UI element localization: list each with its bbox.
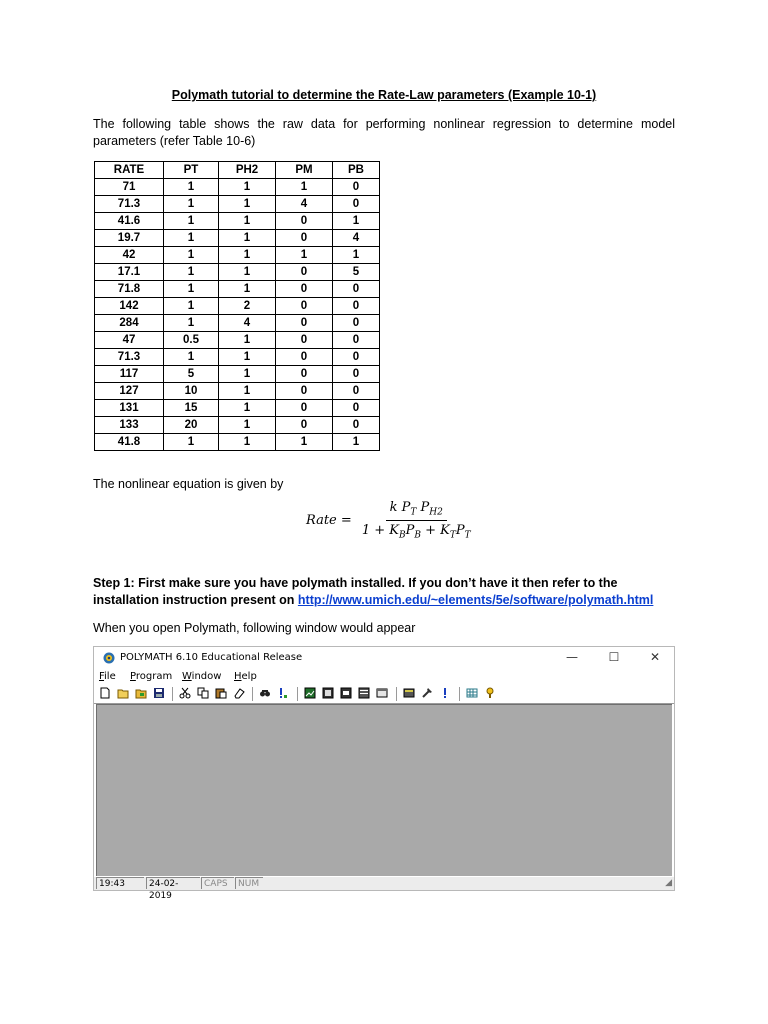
calculator-icon[interactable] <box>403 687 415 699</box>
cell-rate: 71.3 <box>95 196 164 213</box>
raw-data-table <box>94 161 380 451</box>
linear-equations-icon[interactable] <box>322 687 334 699</box>
paste-icon[interactable] <box>215 687 227 699</box>
cut-icon[interactable] <box>179 687 191 699</box>
cell-ph2: 1 <box>219 179 276 196</box>
toolbar-separator <box>396 687 397 701</box>
table-row <box>95 196 380 213</box>
toolbar-separator <box>297 687 298 701</box>
cell-pm: 4 <box>276 196 333 213</box>
cell-pt: 1 <box>164 298 219 315</box>
cell-pm: 0 <box>276 264 333 281</box>
nonlinear-equations-icon[interactable] <box>340 687 352 699</box>
status-bar <box>94 877 674 901</box>
maximize-button[interactable]: ☐ <box>608 650 620 664</box>
cell-pb: 1 <box>333 213 380 230</box>
cell-pt: 10 <box>164 383 219 400</box>
window-titlebar[interactable] <box>94 647 674 669</box>
cell-pm: 1 <box>276 434 333 451</box>
cell-ph2: 1 <box>219 383 276 400</box>
find-icon[interactable] <box>259 687 271 699</box>
cell-pm: 0 <box>276 213 333 230</box>
cell-rate: 71 <box>95 179 164 196</box>
cell-pm: 0 <box>276 315 333 332</box>
cell-ph2: 1 <box>219 434 276 451</box>
close-button[interactable]: ✕ <box>649 650 661 664</box>
cell-pb: 0 <box>333 400 380 417</box>
step1-label: Step 1: <box>93 576 135 590</box>
cell-ph2: 1 <box>219 213 276 230</box>
cell-pm: 0 <box>276 366 333 383</box>
cell-ph2: 1 <box>219 196 276 213</box>
step-icon[interactable] <box>277 687 289 699</box>
tools-icon[interactable] <box>421 687 433 699</box>
menu-file[interactable]: File <box>99 671 116 682</box>
cell-ph2: 1 <box>219 417 276 434</box>
table-row <box>95 298 380 315</box>
cell-ph2: 1 <box>219 332 276 349</box>
cell-pm: 0 <box>276 349 333 366</box>
table-row <box>95 332 380 349</box>
cell-pm: 0 <box>276 417 333 434</box>
table-row <box>95 213 380 230</box>
column-header-rate: RATE <box>95 162 164 179</box>
cell-ph2: 1 <box>219 349 276 366</box>
solve-icon[interactable] <box>439 687 451 699</box>
table-row <box>95 434 380 451</box>
cell-pm: 0 <box>276 332 333 349</box>
cell-rate: 133 <box>95 417 164 434</box>
cell-pm: 0 <box>276 298 333 315</box>
differential-equations-icon[interactable] <box>358 687 370 699</box>
status-time: 19:43 <box>96 877 144 889</box>
cell-pb: 0 <box>333 417 380 434</box>
cell-rate: 117 <box>95 366 164 383</box>
cell-pt: 0.5 <box>164 332 219 349</box>
table-row <box>95 400 380 417</box>
status-date: 24-02-2019 <box>146 877 200 889</box>
help-icon[interactable] <box>484 687 496 699</box>
menu-help[interactable]: Help <box>234 671 257 682</box>
cell-pb: 0 <box>333 281 380 298</box>
regression-icon[interactable] <box>376 687 388 699</box>
equation-intro: The nonlinear equation is given by <box>93 477 284 491</box>
new-file-icon[interactable] <box>99 687 111 699</box>
cell-pt: 1 <box>164 281 219 298</box>
cell-pm: 0 <box>276 230 333 247</box>
intro-paragraph: The following table shows the raw data for performing nonlinear regression to determine model parameters (refer Table 10-6) <box>93 117 675 148</box>
table-row <box>95 315 380 332</box>
cell-ph2: 1 <box>219 400 276 417</box>
table-row <box>95 349 380 366</box>
table-row <box>95 383 380 400</box>
column-header-pb: PB <box>333 162 380 179</box>
status-caps: CAPS <box>201 877 234 889</box>
column-header-ph2: PH2 <box>219 162 276 179</box>
equation-denominator: $1 + K_BP_B + K_TP_T$ <box>361 522 471 541</box>
cell-pm: 1 <box>276 247 333 264</box>
cell-ph2: 1 <box>219 366 276 383</box>
cell-pb: 0 <box>333 366 380 383</box>
menu-program[interactable]: Program <box>130 671 173 682</box>
cell-pb: 0 <box>333 315 380 332</box>
cell-pt: 1 <box>164 247 219 264</box>
cell-pt: 1 <box>164 213 219 230</box>
workspace-area[interactable] <box>96 704 672 876</box>
status-num: NUM <box>235 877 263 889</box>
step1-text: First make sure you have polymath installed. If you don’t have it then refer to the installation instruction present on <box>93 576 618 607</box>
cell-ph2: 1 <box>219 247 276 264</box>
equation-lhs: Rate = <box>306 512 352 528</box>
minimize-button[interactable]: — <box>566 650 578 664</box>
cell-ph2: 4 <box>219 315 276 332</box>
cell-rate: 142 <box>95 298 164 315</box>
table-row <box>95 366 380 383</box>
cell-rate: 41.6 <box>95 213 164 230</box>
equation-fraction <box>358 500 475 540</box>
table-body <box>95 179 380 451</box>
cell-pt: 1 <box>164 230 219 247</box>
polymath-window <box>93 646 675 901</box>
resize-grip-icon[interactable]: ◢ <box>665 878 672 888</box>
open-polymath-text: When you open Polymath, following window would appear <box>93 621 416 635</box>
cell-rate: 47 <box>95 332 164 349</box>
cell-rate: 131 <box>95 400 164 417</box>
table-header-row <box>95 162 380 179</box>
table-row <box>95 417 380 434</box>
cell-ph2: 1 <box>219 264 276 281</box>
polymath-app-icon <box>103 652 115 664</box>
cell-pt: 15 <box>164 400 219 417</box>
cell-pb: 0 <box>333 349 380 366</box>
column-header-pt: PT <box>164 162 219 179</box>
cell-pt: 20 <box>164 417 219 434</box>
open-project-icon[interactable] <box>135 687 147 699</box>
cell-ph2: 1 <box>219 230 276 247</box>
cell-pt: 5 <box>164 366 219 383</box>
toolbar-separator <box>252 687 253 701</box>
cell-pm: 0 <box>276 281 333 298</box>
toolbar-separator <box>459 687 460 701</box>
cell-pb: 0 <box>333 179 380 196</box>
cell-pt: 1 <box>164 349 219 366</box>
table-row <box>95 247 380 264</box>
table-row <box>95 281 380 298</box>
cell-pb: 1 <box>333 434 380 451</box>
column-header-pm: PM <box>276 162 333 179</box>
cell-pt: 1 <box>164 434 219 451</box>
rate-equation <box>306 500 475 540</box>
table-row <box>95 264 380 281</box>
save-icon[interactable] <box>153 687 165 699</box>
cell-pt: 1 <box>164 315 219 332</box>
menu-window[interactable]: Window <box>182 671 222 682</box>
menu-bar <box>94 670 674 685</box>
cell-rate: 127 <box>95 383 164 400</box>
page-title: Polymath tutorial to determine the Rate-Law parameters (Example 10-1) <box>171 88 597 102</box>
cell-pb: 0 <box>333 332 380 349</box>
cell-rate: 42 <box>95 247 164 264</box>
toolbar-separator <box>172 687 173 701</box>
cell-ph2: 1 <box>219 281 276 298</box>
copy-icon[interactable] <box>197 687 209 699</box>
table-row <box>95 179 380 196</box>
cell-pt: 1 <box>164 196 219 213</box>
cell-pt: 1 <box>164 179 219 196</box>
cell-rate: 284 <box>95 315 164 332</box>
table-row <box>95 230 380 247</box>
cell-rate: 19.7 <box>95 230 164 247</box>
cell-pt: 1 <box>164 264 219 281</box>
cell-pm: 0 <box>276 383 333 400</box>
cell-rate: 71.8 <box>95 281 164 298</box>
graph-window-icon[interactable] <box>304 687 316 699</box>
cell-pb: 0 <box>333 196 380 213</box>
cell-rate: 41.8 <box>95 434 164 451</box>
cell-pb: 5 <box>333 264 380 281</box>
toolbar <box>94 685 674 704</box>
polymath-install-link[interactable]: http://www.umich.edu/~elements/5e/software/polymath.html <box>297 593 654 607</box>
cell-pb: 0 <box>333 383 380 400</box>
cell-rate: 71.3 <box>95 349 164 366</box>
cell-rate: 17.1 <box>95 264 164 281</box>
window-title: POLYMATH 6.10 Educational Release <box>120 652 303 663</box>
step1-paragraph <box>93 575 675 609</box>
cell-pb: 0 <box>333 298 380 315</box>
cell-pm: 0 <box>276 400 333 417</box>
eraser-icon[interactable] <box>233 687 245 699</box>
data-table-icon[interactable] <box>466 687 478 699</box>
cell-pb: 1 <box>333 247 380 264</box>
open-folder-icon[interactable] <box>117 687 129 699</box>
cell-ph2: 2 <box>219 298 276 315</box>
cell-pb: 4 <box>333 230 380 247</box>
equation-numerator: k $P_T$ $P_{H2}$ <box>386 500 447 521</box>
cell-pm: 1 <box>276 179 333 196</box>
